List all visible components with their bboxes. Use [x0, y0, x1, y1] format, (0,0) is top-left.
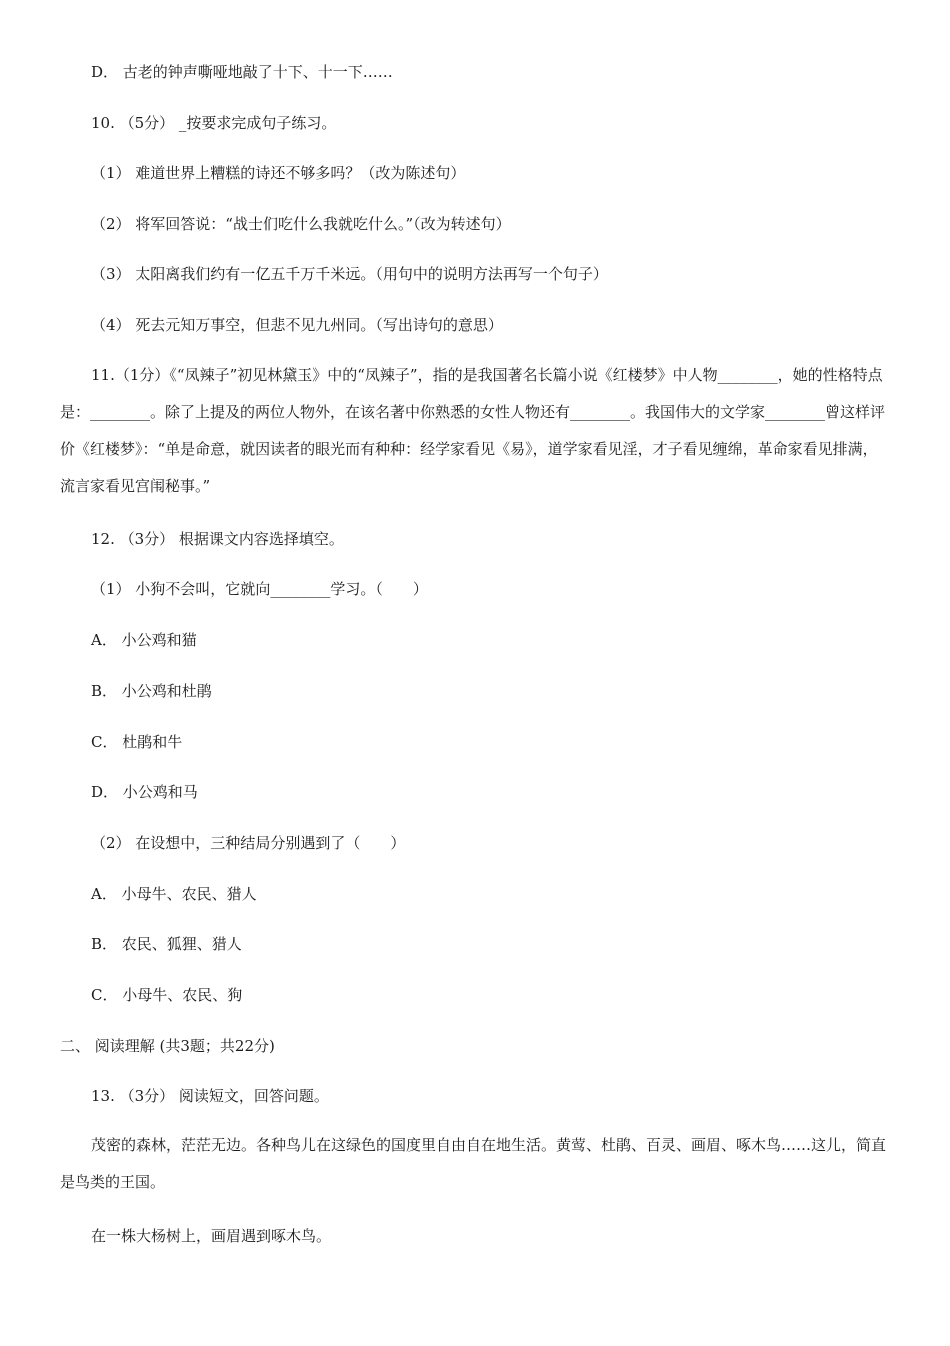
q13-passage-paragraph-1: 茂密的森林，茫茫无边。各种鸟儿在这绿色的国度里自由自在地生活。黄莺、杜鹃、百灵、画眉、啄木鸟……这儿，简直是鸟类的王国。 [60, 1136, 887, 1191]
q12-1-option-b: B． 小公鸡和杜鹃 [91, 682, 212, 700]
q12-2-option-a: A． 小母牛、农民、猎人 [91, 885, 257, 903]
q10-heading: 10. （5分） _按要求完成句子练习。 [91, 114, 337, 132]
q12-item-1: （1） 小狗不会叫，它就向________学习。（ ） [91, 580, 428, 598]
q10-item-4: （4） 死去元知万事空，但悲不见九州同。（写出诗句的意思） [91, 316, 503, 334]
q12-2-option-b: B． 农民、狐狸、猎人 [91, 935, 242, 953]
q11-paragraph: 11.（1分）《“凤辣子”初见林黛玉》中的“凤辣子”，指的是我国著名长篇小说《红楼梦》中人物________，她的性格特点是：________。除了上提及的两位人物外，在该名著中你熟悉的女性人物还有________。我国伟大的文学家________曾这样评价《红楼梦》：“单是命意，就因读者的眼光而有种种：经学家看见《易》，道学家看见淫，才子看见缠绵，革命家看见排满，流言家看见宫闱秘事。” [60, 366, 886, 495]
q12-2-option-c: C． 小母牛、农民、狗 [91, 986, 243, 1004]
section-2-heading: 二、 阅读理解 (共3题；共22分) [60, 1037, 275, 1055]
q12-1-option-d: D． 小公鸡和马 [91, 783, 198, 801]
q10-item-3: （3） 太阳离我们约有一亿五千万千米远。（用句中的说明方法再写一个句子） [91, 265, 608, 283]
q12-item-2: （2） 在设想中，三种结局分别遇到了（ ） [91, 834, 406, 852]
q9-option-d: D． 古老的钟声嘶哑地敲了十下、十一下…… [91, 63, 393, 81]
q12-1-option-a: A． 小公鸡和猫 [91, 631, 197, 649]
q13-passage-paragraph-2: 在一株大杨树上，画眉遇到啄木鸟。 [91, 1227, 332, 1245]
q13-heading: 13. （3分） 阅读短文，回答问题。 [91, 1087, 329, 1105]
q10-item-2: （2） 将军回答说：“战士们吃什么我就吃什么。”（改为转述句） [91, 215, 511, 233]
q12-heading: 12. （3分） 根据课文内容选择填空。 [91, 530, 344, 548]
q12-1-option-c: C． 杜鹃和牛 [91, 733, 183, 751]
q10-item-1: （1） 难道世界上糟糕的诗还不够多吗？（改为陈述句） [91, 164, 466, 182]
